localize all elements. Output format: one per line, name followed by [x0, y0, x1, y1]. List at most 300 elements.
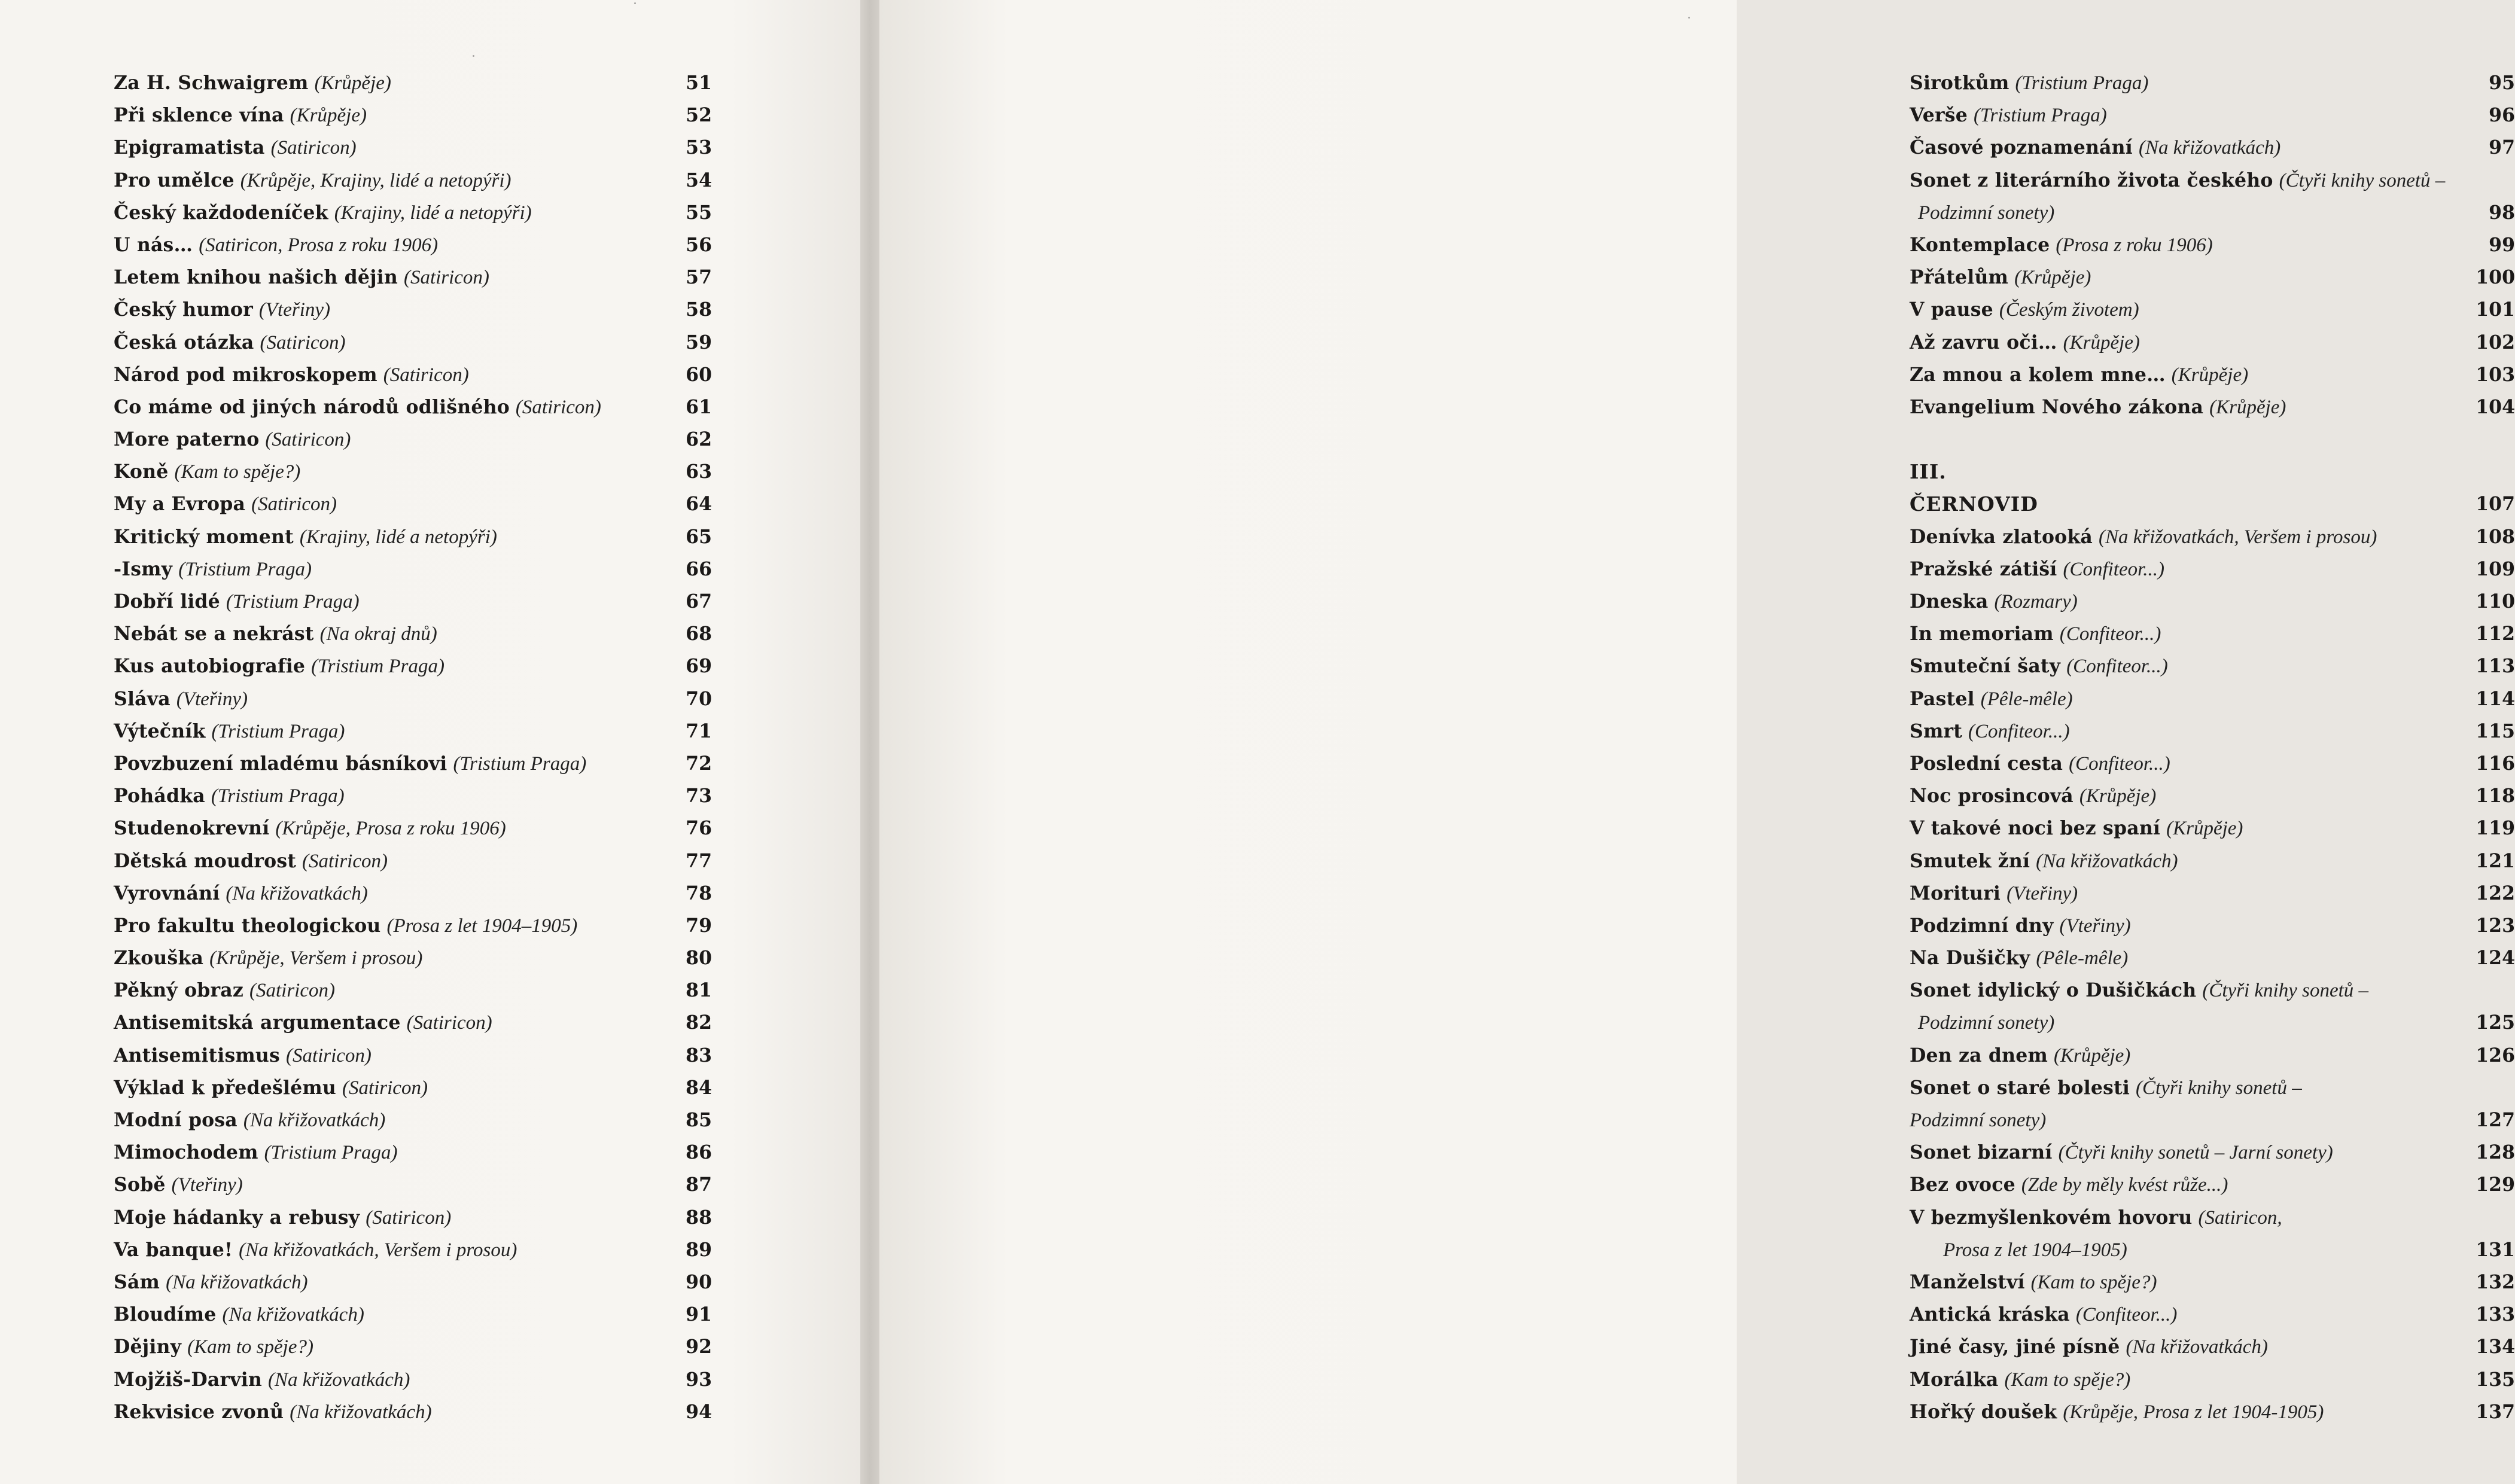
entry-title: III. — [1910, 460, 1947, 484]
entry-page-number: 56 — [686, 233, 712, 256]
entry-source: (Tristium Praga) — [311, 656, 444, 678]
toc-entry — [114, 1266, 712, 1299]
entry-source: (Satiricon) — [249, 980, 335, 1002]
entry-title: Sonet z literárního života českého — [1910, 169, 2273, 191]
entry-source: (Satiricon) — [515, 396, 601, 418]
entry-page-number: 95 — [2489, 72, 2515, 94]
entry-title: Povzbuzení mladému básníkovi — [114, 752, 447, 775]
toc-entry — [1910, 586, 2515, 618]
entry-title: Výklad k předešlému — [114, 1076, 336, 1099]
entry-source: (Rozmary) — [1994, 591, 2078, 613]
entry-page-number: 103 — [2476, 363, 2515, 386]
entry-title: Sirotkům — [1910, 72, 2009, 94]
entry-source: (Českým životem) — [1999, 299, 2139, 321]
entry-source: (Tristium Praga) — [211, 785, 345, 807]
entry-page-number: 92 — [686, 1336, 712, 1358]
entry-page-number: 104 — [2476, 395, 2515, 418]
entry-source: (Confiteor...) — [2059, 623, 2161, 645]
toc-entry — [114, 261, 712, 294]
entry-page-number: 54 — [686, 169, 712, 191]
entry-page-number: 84 — [686, 1076, 712, 1099]
entry-page-number: 78 — [686, 882, 712, 904]
entry-source: (Krůpěje) — [2054, 1044, 2131, 1066]
entry-source: (Krůpěje, Krajiny, lidé a netopýři) — [240, 169, 511, 191]
toc-entry — [114, 877, 712, 910]
entry-page-number: 115 — [2476, 720, 2515, 742]
entry-source: (Prosa z roku 1906) — [2056, 234, 2213, 256]
toc-entry — [114, 488, 712, 520]
entry-source: (Confiteor...) — [2075, 1304, 2178, 1326]
entry-source: (Vteřiny) — [171, 1174, 243, 1196]
entry-page-number: 90 — [686, 1270, 712, 1293]
toc-entry — [1910, 359, 2515, 391]
entry-title: Pohádka — [114, 785, 205, 807]
entry-title: Podzimní dny — [1910, 914, 2054, 937]
toc-entry — [1910, 1234, 2515, 1266]
toc-entry — [1910, 327, 2515, 359]
toc-entry — [114, 1299, 712, 1331]
entry-page-number: 55 — [686, 201, 712, 224]
entry-source: (Na křižovatkách) — [243, 1110, 386, 1131]
entry-title: Bloudíme — [114, 1303, 217, 1326]
entry-title: Při sklence vína — [114, 104, 284, 127]
entry-page-number: 58 — [686, 298, 712, 321]
entry-source: (Satiricon) — [342, 1077, 428, 1099]
toc-entry — [1910, 942, 2515, 974]
entry-page-number: 69 — [686, 655, 712, 678]
entry-page-number: 97 — [2489, 136, 2515, 159]
entry-page-number: 80 — [686, 947, 712, 970]
entry-source: (Krůpěje) — [314, 72, 391, 94]
toc-entry — [1910, 67, 2515, 99]
entry-page-number: 124 — [2476, 947, 2515, 970]
entry-page-number: 60 — [686, 363, 712, 386]
toc-entry — [114, 359, 712, 391]
entry-source: (Krůpěje) — [290, 105, 367, 127]
entry-page-number: 108 — [2476, 525, 2515, 548]
entry-source: (Krůpěje) — [2079, 785, 2157, 807]
entry-source: (Satiricon) — [251, 493, 337, 516]
entry-source: (Krůpěje) — [2014, 267, 2091, 289]
entry-page-number: 93 — [686, 1368, 712, 1391]
entry-page-number: 87 — [686, 1174, 712, 1196]
entry-title: Výtečník — [114, 720, 206, 742]
toc-entry — [114, 521, 712, 553]
toc-entry — [1910, 683, 2515, 715]
toc-entry — [114, 974, 712, 1007]
entry-page-number: 61 — [686, 395, 712, 418]
entry-title: Pro fakultu theologickou — [114, 914, 381, 937]
entry-source: (Satiricon) — [383, 364, 469, 386]
entry-title: Sonet bizarní — [1910, 1141, 2053, 1164]
toc-entry — [114, 1234, 712, 1266]
entry-title: Dětská moudrost — [114, 849, 297, 872]
entry-source: (Satiricon) — [270, 137, 357, 159]
toc-entry — [114, 1169, 712, 1201]
entry-page-number: 131 — [2476, 1238, 2515, 1261]
entry-title: Pražské zátiší — [1910, 557, 2057, 580]
toc-entry — [114, 294, 712, 326]
entry-source: (Krůpěje) — [2171, 364, 2249, 386]
entry-title: In memoriam — [1910, 623, 2054, 645]
entry-page-number: 67 — [686, 590, 712, 613]
entry-title: Český každodeníček — [114, 201, 328, 224]
entry-title: Na Dušičky — [1910, 947, 2030, 970]
entry-page-number: 96 — [2489, 104, 2515, 127]
entry-title: V takové noci bez spaní — [1910, 817, 2161, 840]
toc-entry — [1910, 197, 2515, 229]
toc-entry — [114, 586, 712, 618]
entry-page-number: 126 — [2476, 1044, 2515, 1066]
entry-source: (Vteřiny) — [2059, 915, 2131, 937]
toc-entry — [1910, 1331, 2515, 1363]
toc-entry — [114, 650, 712, 682]
entry-page-number: 102 — [2476, 331, 2515, 354]
entry-page-number: 89 — [686, 1238, 712, 1261]
entry-page-number: 86 — [686, 1141, 712, 1164]
entry-page-number: 83 — [686, 1044, 712, 1066]
entry-page-number: 116 — [2476, 752, 2515, 775]
entry-title: Va banque! — [114, 1238, 233, 1261]
entry-page-number: 79 — [686, 914, 712, 937]
entry-source: (Vteřiny) — [176, 688, 248, 710]
entry-source: (Kam to spěje?) — [2030, 1271, 2157, 1293]
toc-entry — [1910, 1299, 2515, 1331]
entry-title: Sobě — [114, 1174, 166, 1196]
entry-title: Poslední cesta — [1910, 752, 2063, 775]
toc-list-right — [1910, 67, 2515, 1428]
entry-title: Mojžiš-Darvin — [114, 1368, 263, 1391]
toc-entry — [1910, 1136, 2515, 1169]
entry-page-number: 51 — [686, 72, 712, 94]
entry-source: (Pêle-mêle) — [2036, 947, 2129, 970]
toc-entry — [114, 391, 712, 423]
entry-title: Kus autobiografie — [114, 655, 306, 678]
entry-page-number: 52 — [686, 104, 712, 127]
toc-entry — [114, 327, 712, 359]
entry-source: (Na křižovatkách) — [268, 1369, 410, 1391]
paper-speck — [634, 2, 636, 4]
entry-title: Kritický moment — [114, 525, 294, 548]
entry-source: (Satiricon) — [285, 1044, 372, 1066]
entry-source: Podzimní sonety) — [1918, 202, 2055, 224]
entry-source: (Tristium Praga) — [1973, 105, 2107, 127]
toc-entry — [1910, 910, 2515, 942]
entry-title: My a Evropa — [114, 493, 246, 516]
toc-entry — [1910, 423, 2515, 456]
toc-entry — [1910, 1040, 2515, 1072]
entry-source: (Satiricon) — [406, 1012, 492, 1034]
entry-title: Antisemitská argumentace — [114, 1011, 401, 1034]
toc-entry — [114, 1104, 712, 1136]
entry-title: Antisemitismus — [114, 1044, 280, 1066]
entry-source: (Tristium Praga) — [264, 1142, 398, 1164]
entry-source: (Kam to spěje?) — [174, 461, 301, 483]
entry-title: Vyrovnání — [114, 882, 220, 904]
entry-title: Dějiny — [114, 1336, 182, 1358]
entry-title: Epigramatista — [114, 136, 265, 159]
entry-title: V bezmyšlenkovém hovoru — [1910, 1206, 2193, 1229]
entry-source: (Krajiny, lidé a netopýři) — [334, 202, 532, 224]
entry-source: Podzimní sonety) — [1918, 1012, 2055, 1034]
entry-title: Zkouška — [114, 947, 204, 970]
entry-title: Jiné časy, jiné písně — [1910, 1336, 2120, 1358]
entry-page-number: 113 — [2476, 655, 2515, 678]
entry-page-number: 123 — [2476, 914, 2515, 937]
entry-page-number: 71 — [686, 720, 712, 742]
toc-entry — [114, 164, 712, 197]
entry-page-number: 132 — [2476, 1270, 2515, 1293]
entry-source: (Tristium Praga) — [453, 752, 587, 775]
entry-page-number: 107 — [2476, 493, 2515, 516]
entry-title: Smuteční šaty — [1910, 655, 2061, 678]
entry-source: (Na křižovatkách) — [222, 1304, 364, 1326]
entry-page-number: 76 — [686, 817, 712, 840]
entry-page-number: 125 — [2476, 1011, 2515, 1034]
entry-page-number: 99 — [2489, 233, 2515, 256]
entry-page-number: 81 — [686, 979, 712, 1002]
entry-title: Dobří lidé — [114, 590, 220, 613]
toc-entry — [114, 1202, 712, 1234]
entry-title: Modní posa — [114, 1109, 238, 1131]
toc-entry — [1910, 229, 2515, 261]
entry-title: Přátelům — [1910, 266, 2009, 289]
toc-entry — [114, 229, 712, 261]
entry-title: Morálka — [1910, 1368, 1999, 1391]
toc-entry — [114, 456, 712, 488]
entry-source: (Na okraj dnů) — [319, 623, 437, 645]
entry-source: (Na křižovatkách) — [290, 1401, 432, 1423]
toc-entry — [1910, 1396, 2515, 1428]
toc-entry — [1910, 1266, 2515, 1299]
entry-source: (Tristium Praga) — [211, 720, 345, 742]
toc-entry — [1910, 1104, 2515, 1136]
entry-source: (Na křižovatkách, Veršem i prosou) — [239, 1239, 517, 1261]
entry-page-number: 85 — [686, 1109, 712, 1131]
entry-source: (Čtyři knihy sonetů – — [2202, 980, 2369, 1002]
toc-entry — [1910, 521, 2515, 553]
entry-page-number: 98 — [2489, 201, 2515, 224]
entry-title: Národ pod mikroskopem — [114, 363, 377, 386]
entry-title: Český humor — [114, 298, 253, 321]
entry-title: Moje hádanky a rebusy — [114, 1206, 360, 1229]
toc-entry — [1910, 715, 2515, 748]
entry-source: (Vteřiny) — [258, 299, 330, 321]
toc-entry — [1910, 618, 2515, 650]
entry-title: Smutek žní — [1910, 849, 2030, 872]
toc-entry — [1910, 1169, 2515, 1201]
entry-source: (Vteřiny) — [2006, 882, 2078, 904]
toc-entry — [114, 553, 712, 586]
entry-page-number: 110 — [2476, 590, 2515, 613]
toc-entry — [114, 99, 712, 132]
entry-title: Antická kráska — [1910, 1303, 2070, 1326]
entry-page-number: 112 — [2476, 623, 2515, 645]
entry-source: (Čtyři knihy sonetů – — [2136, 1077, 2302, 1099]
entry-page-number: 91 — [686, 1303, 712, 1326]
entry-page-number: 77 — [686, 849, 712, 872]
toc-entry — [114, 910, 712, 942]
entry-title: Mimochodem — [114, 1141, 258, 1164]
entry-page-number: 94 — [686, 1400, 712, 1423]
entry-title: Morituri — [1910, 882, 2001, 904]
toc-entry — [1910, 391, 2515, 423]
toc-entry — [1910, 780, 2515, 812]
entry-page-number: 122 — [2476, 882, 2515, 904]
entry-page-number: 109 — [2476, 557, 2515, 580]
entry-title: Sláva — [114, 687, 170, 710]
right-page — [879, 0, 2515, 1484]
toc-entry — [114, 67, 712, 99]
entry-source: (Satiricon) — [265, 429, 351, 451]
entry-source: (Na křižovatkách) — [2138, 137, 2281, 159]
entry-page-number: 68 — [686, 623, 712, 645]
entry-title: Evangelium Nového zákona — [1910, 395, 2204, 418]
entry-source: (Tristium Praga) — [226, 591, 360, 613]
entry-source: (Confiteor...) — [2063, 558, 2165, 580]
entry-source: Prosa z let 1904–1905) — [1943, 1239, 2127, 1261]
entry-source: (Satiricon, — [2198, 1206, 2282, 1229]
toc-entry — [114, 1072, 712, 1104]
entry-page-number: 53 — [686, 136, 712, 159]
toc-entry — [1910, 650, 2515, 682]
entry-source: (Krajiny, lidé a netopýři) — [299, 526, 497, 548]
entry-source: (Satiricon) — [366, 1206, 452, 1229]
book-gutter — [860, 0, 879, 1484]
toc-entry — [114, 132, 712, 164]
entry-title: Za H. Schwaigrem — [114, 72, 309, 94]
toc-entry — [1910, 553, 2515, 586]
entry-source: (Satiricon) — [260, 331, 346, 354]
entry-source: Podzimní sonety) — [1910, 1110, 2047, 1131]
toc-entry — [114, 748, 712, 780]
entry-page-number: 101 — [2476, 298, 2515, 321]
toc-entry — [1910, 456, 2515, 488]
entry-title: Den za dnem — [1910, 1044, 2048, 1066]
toc-entry — [1910, 488, 2515, 520]
toc-entry — [114, 197, 712, 229]
paper-speck — [1688, 17, 1690, 19]
toc-entry — [114, 423, 712, 456]
entry-title: Za mnou a kolem mne… — [1910, 363, 2166, 386]
entry-title: Studenokrevní — [114, 817, 270, 840]
entry-source: (Čtyři knihy sonetů – — [2279, 169, 2446, 191]
toc-entry — [114, 845, 712, 877]
toc-entry — [114, 1007, 712, 1039]
entry-source: (Pêle-mêle) — [1980, 688, 2073, 710]
entry-source: (Čtyři knihy sonetů – Jarní sonety) — [2058, 1142, 2333, 1164]
entry-title: Manželství — [1910, 1270, 2025, 1293]
entry-title: Denívka zlatooká — [1910, 525, 2093, 548]
entry-title: Pěkný obraz — [114, 979, 244, 1002]
toc-entry — [1910, 164, 2515, 197]
toc-entry — [114, 618, 712, 650]
entry-page-number: 70 — [686, 687, 712, 710]
toc-entry — [1910, 1007, 2515, 1039]
toc-list-left — [114, 67, 712, 1428]
entry-page-number: 82 — [686, 1011, 712, 1034]
entry-title: U nás… — [114, 233, 193, 256]
entry-page-number: 63 — [686, 461, 712, 483]
entry-title: More paterno — [114, 428, 260, 451]
entry-source: (Krůpěje, Prosa z roku 1906) — [275, 818, 506, 840]
entry-source: (Na křižovatkách, Veršem i prosou) — [2099, 526, 2377, 548]
entry-source: (Zde by měly kvést růže...) — [2021, 1174, 2228, 1196]
entry-source: (Confiteor...) — [2069, 752, 2170, 775]
entry-title: ČERNOVID — [1910, 492, 2038, 516]
entry-title: Smrt — [1910, 720, 1963, 742]
toc-entry — [1910, 845, 2515, 877]
entry-title: Bez ovoce — [1910, 1174, 2015, 1196]
toc-entry — [114, 715, 712, 748]
entry-page-number: 57 — [686, 266, 712, 289]
toc-entry — [1910, 1202, 2515, 1234]
entry-source: (Satiricon) — [403, 267, 489, 289]
entry-title: Sám — [114, 1270, 160, 1293]
entry-page-number: 65 — [686, 525, 712, 548]
entry-title: Verše — [1910, 104, 1968, 127]
entry-source: (Krůpěje) — [2209, 396, 2286, 418]
entry-source: (Na křižovatkách) — [2036, 850, 2178, 872]
entry-title: Pastel — [1910, 687, 1975, 710]
entry-title: Pro umělce — [114, 169, 235, 191]
toc-entry — [1910, 294, 2515, 326]
toc-entry — [114, 1396, 712, 1428]
toc-entry — [114, 1136, 712, 1169]
entry-source: (Satiricon, Prosa z roku 1906) — [199, 234, 439, 256]
entry-title: Časové poznamenání — [1910, 136, 2133, 159]
entry-source: (Tristium Praga) — [2015, 72, 2149, 94]
toc-entry — [114, 812, 712, 845]
entry-source: (Krůpěje, Prosa z let 1904-1905) — [2063, 1401, 2324, 1423]
entry-page-number: 88 — [686, 1206, 712, 1229]
entry-source: (Krůpěje) — [2166, 818, 2243, 840]
entry-page-number: 129 — [2476, 1174, 2515, 1196]
entry-title: Noc prosincová — [1910, 785, 2073, 807]
toc-entry — [114, 1331, 712, 1363]
toc-entry — [1910, 812, 2515, 845]
entry-title: Hořký doušek — [1910, 1400, 2057, 1423]
entry-source: (Prosa z let 1904–1905) — [386, 915, 578, 937]
entry-page-number: 118 — [2476, 785, 2515, 807]
entry-title: Nebát se a nekrást — [114, 623, 314, 645]
entry-title: Rekvisice zvonů — [114, 1400, 284, 1423]
entry-title: Dneska — [1910, 590, 1989, 613]
toc-entry — [114, 942, 712, 974]
entry-title: V pause — [1910, 298, 1993, 321]
entry-page-number: 133 — [2476, 1303, 2515, 1326]
entry-page-number: 134 — [2476, 1336, 2515, 1358]
entry-title: Sonet o staré bolesti — [1910, 1076, 2130, 1099]
entry-title: Koně — [114, 461, 169, 483]
entry-page-number: 73 — [686, 785, 712, 807]
entry-title: -Ismy — [114, 557, 173, 580]
toc-entry — [1910, 1072, 2515, 1104]
toc-entry — [114, 683, 712, 715]
toc-entry — [114, 1364, 712, 1396]
entry-page-number: 127 — [2476, 1109, 2515, 1131]
toc-entry — [1910, 974, 2515, 1007]
toc-entry — [1910, 261, 2515, 294]
entry-title: Letem knihou našich dějin — [114, 266, 398, 289]
entry-title: Česká otázka — [114, 331, 254, 354]
entry-source: (Tristium Praga) — [178, 558, 312, 580]
toc-entry — [1910, 748, 2515, 780]
entry-title: Sonet idylický o Dušičkách — [1910, 979, 2197, 1002]
entry-source: (Confiteor...) — [2066, 656, 2168, 678]
entry-source: (Na křižovatkách) — [2126, 1336, 2268, 1358]
entry-title: Co máme od jiných národů odlišného — [114, 395, 510, 418]
